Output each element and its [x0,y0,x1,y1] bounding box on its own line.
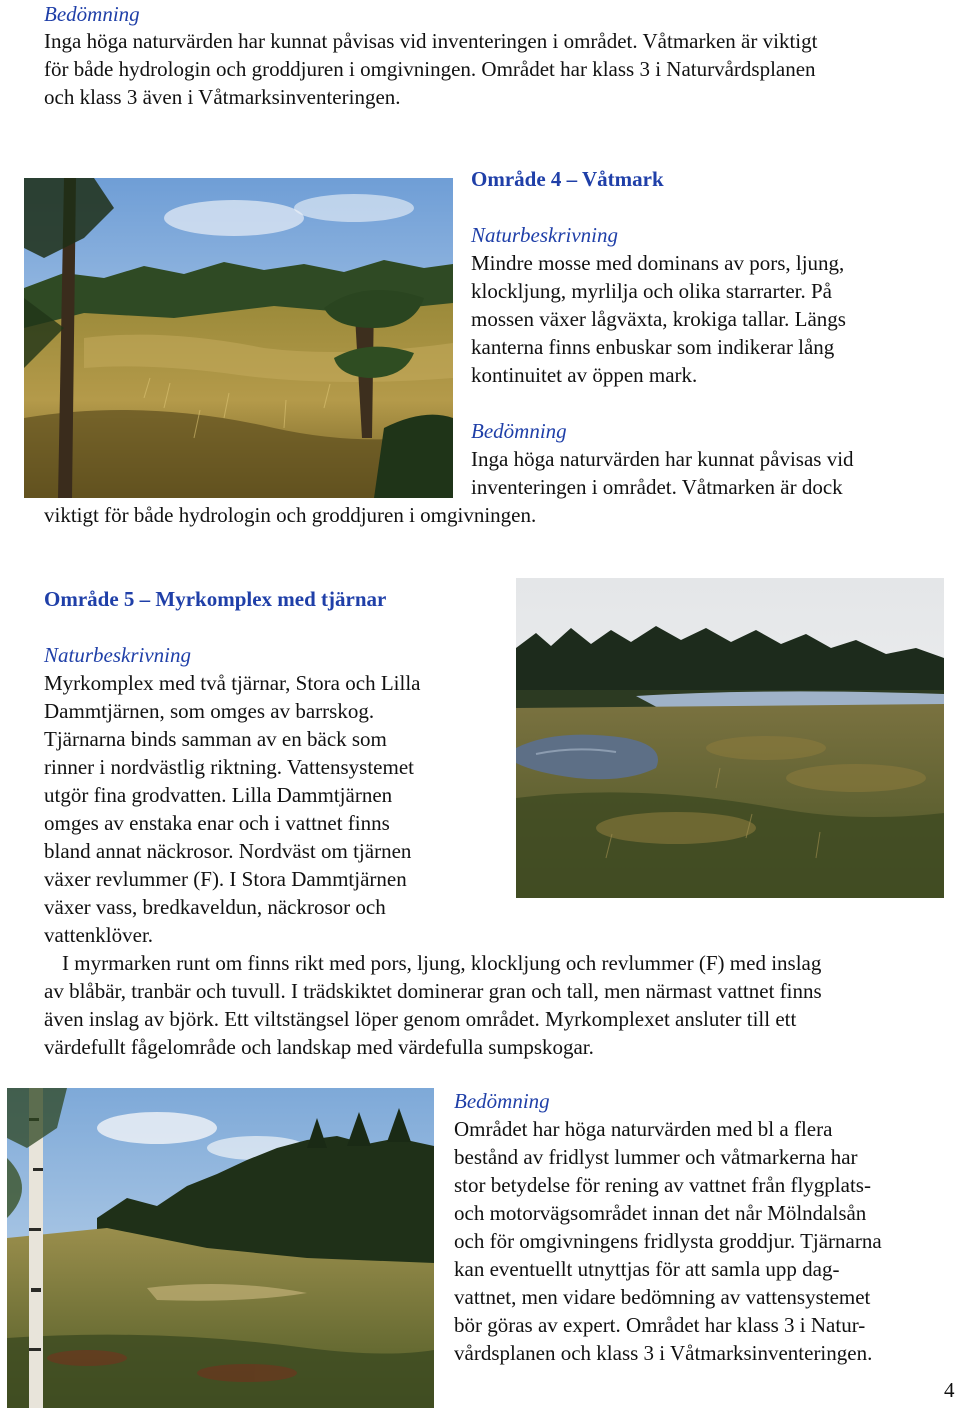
area5-nature-line-6: omges av enstaka enar och i vattnet finns [44,811,390,835]
area4-bog-photo [24,178,453,498]
area4-nature-line-3: mossen växer lågväxta, krokiga tallar. Längs [471,307,846,331]
intro-text-line-3: och klass 3 även i Våtmarksinventeringen. [44,85,401,109]
area5-nature-line-3: Tjärnarna binds samman av en bäck som [44,727,387,751]
area5-nature-line-2: Dammtjärnen, som omges av barrskog. [44,699,375,723]
area4-title: Område 4 – Våtmark [471,167,664,191]
area4-nature-line-1: Mindre mosse med dominans av pors, ljung, [471,251,845,275]
area5-assessment-line-7: vattnet, men vidare bedömning av vattensystemet [454,1285,871,1309]
area4-assessment-line-1: Inga höga naturvärden har kunnat påvisas vid [471,447,854,471]
area5-assessment-line-9: vårdsplanen och klass 3 i Våtmarksinventeringen. [454,1341,873,1365]
area4-assessment-line-3: viktigt för både hydrologin och groddjuren i omgivningen. [44,503,537,527]
area5-assessment-line-3: stor betydelse för rening av vattnet från flygplats- [454,1173,871,1197]
area5-assessment-line-8: bör göras av expert. Området har klass 3 i Natur- [454,1313,866,1337]
area5-assessment-line-5: och för omgivningens fridlysta groddjur. Tjärnarna [454,1229,882,1253]
area4-nature-line-2: klockljung, myrlilja och olika starrarter. På [471,279,832,303]
intro-text-line-2: för både hydrologin och groddjuren i omgivningen. Området har klass 3 i Naturvårdsplanen [44,57,816,81]
area5-para-line-3: även inslag av björk. Ett viltstängsel löper genom området. Myrkomplexet ansluter till ett [44,1007,797,1031]
area5-nature-line-7: bland annat näckrosor. Nordväst om tjärnen [44,839,412,863]
area4-nature-heading: Naturbeskrivning [471,223,618,247]
area5-para-line-1: I myrmarken runt om finns rikt med pors, ljung, klockljung och revlummer (F) med inslag [62,951,822,975]
area5-nature-line-4: rinner i nordvästlig riktning. Vattensystemet [44,755,414,779]
area4-nature-line-5: kontinuitet av öppen mark. [471,363,698,387]
area5-assessment-line-4: och motorvägsområdet innan det når Mölndalsån [454,1201,867,1225]
area5-para-line-4: värdefullt fågelområde och landskap med värdefulla sumpskogar. [44,1035,594,1059]
area5-title: Område 5 – Myrkomplex med tjärnar [44,587,387,611]
page-number: 4 [944,1378,955,1402]
area5-nature-line-5: utgör fina grodvatten. Lilla Dammtjärnen [44,783,393,807]
intro-assessment-heading: Bedömning [44,2,140,26]
intro-text-line-1: Inga höga naturvärden har kunnat påvisas vid inventeringen i området. Våtmarken är viktigt [44,29,818,53]
area5-nature-line-9: växer vass, bredkaveldun, näckrosor och [44,895,386,919]
area5-nature-heading: Naturbeskrivning [44,643,191,667]
area5-assessment-line-6: kan eventuellt utnyttjas för att samla upp dag- [454,1257,840,1281]
area4-assessment-line-2: inventeringen i området. Våtmarken är dock [471,475,843,499]
area4-assessment-heading: Bedömning [471,419,567,443]
area5-assessment-line-1: Området har höga naturvärden med bl a flera [454,1117,833,1141]
area5-assessment-heading: Bedömning [454,1089,550,1113]
area5-nature-line-8: växer revlummer (F). I Stora Dammtjärnen [44,867,407,891]
area4-nature-line-4: kanterna finns enbuskar som indikerar lång [471,335,835,359]
area5-mire-photo [7,1088,434,1408]
area5-nature-line-10: vattenklöver. [44,923,154,947]
area5-para-line-2: av blåbär, tranbär och tuvull. I trädskiktet dominerar gran och tall, men närmast vattnet finns [44,979,822,1003]
area5-tarn-photo [516,578,944,898]
area5-assessment-line-2: bestånd av fridlyst lummer och våtmarkerna har [454,1145,858,1169]
area5-nature-line-1: Myrkomplex med två tjärnar, Stora och Lilla [44,671,421,695]
